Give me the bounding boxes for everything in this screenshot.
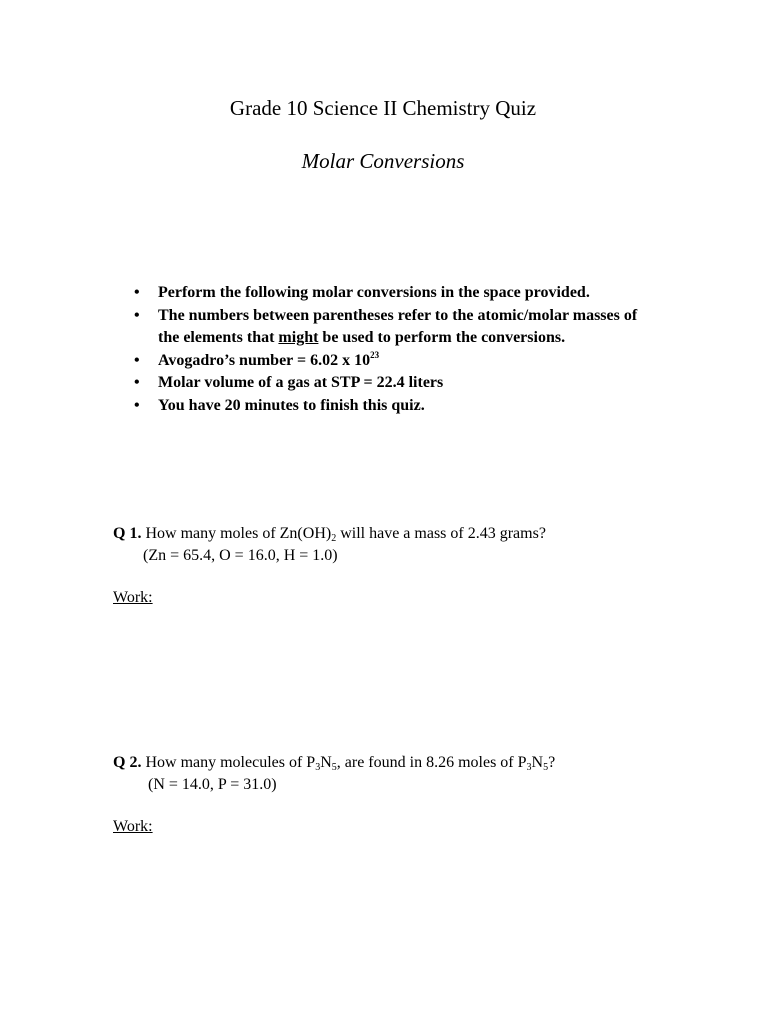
question-text: , are found in 8.26 moles of P <box>336 754 527 771</box>
instruction-text: be used to perform the conversions. <box>318 329 566 346</box>
work-label: Work: <box>113 818 153 835</box>
subscript: 3 <box>526 762 532 773</box>
instruction-text: The numbers between parentheses refer to the atomic/molar masses of the elements that <box>158 306 638 346</box>
instruction-item <box>132 395 652 418</box>
bullet-icon: • <box>134 374 140 391</box>
instructions-list <box>132 282 652 417</box>
question-text: How many moles of Zn(OH) <box>141 525 332 542</box>
bullet-icon: • <box>134 396 140 414</box>
subscript: 3 <box>315 762 321 773</box>
bullet-icon: • <box>134 351 140 369</box>
bullet-icon: • <box>134 306 140 324</box>
question-text: N <box>320 754 332 771</box>
instruction-item <box>132 350 652 373</box>
question-text: How many molecules of P <box>141 754 316 771</box>
given-values: (Zn = 65.4, O = 16.0, H = 1.0) <box>143 547 338 564</box>
question-number: Q 2. <box>113 754 142 771</box>
instruction-emphasis: might <box>278 329 319 346</box>
subscript: 5 <box>331 762 337 773</box>
instruction-text: Perform the following molar conversions in the space provided. <box>158 284 590 301</box>
given-values: (N = 14.0, P = 31.0) <box>148 776 277 793</box>
subscript: 5 <box>543 762 549 773</box>
instruction-item <box>132 372 652 395</box>
question-text: N <box>531 754 544 771</box>
exponent: 23 <box>370 349 380 360</box>
question-text: ? <box>548 754 556 771</box>
page-title: Grade 10 Science II Chemistry Quiz <box>229 96 537 120</box>
instruction-item <box>132 282 652 305</box>
question-text: will have a mass of 2.43 grams? <box>336 525 546 542</box>
question-number: Q 1. <box>113 525 142 542</box>
question-1 <box>113 523 546 567</box>
page-subtitle: Molar Conversions <box>301 149 465 173</box>
work-label: Work: <box>113 589 153 606</box>
instruction-text: Molar volume of a gas at STP = 22.4 liters <box>158 374 444 391</box>
instruction-item <box>132 305 652 350</box>
instruction-text: You have 20 minutes to finish this quiz. <box>158 396 425 414</box>
bullet-icon: • <box>134 284 140 301</box>
question-2 <box>113 752 555 796</box>
subscript: 2 <box>331 533 337 544</box>
instruction-text: Avogadro’s number = 6.02 x 10 <box>158 351 371 369</box>
